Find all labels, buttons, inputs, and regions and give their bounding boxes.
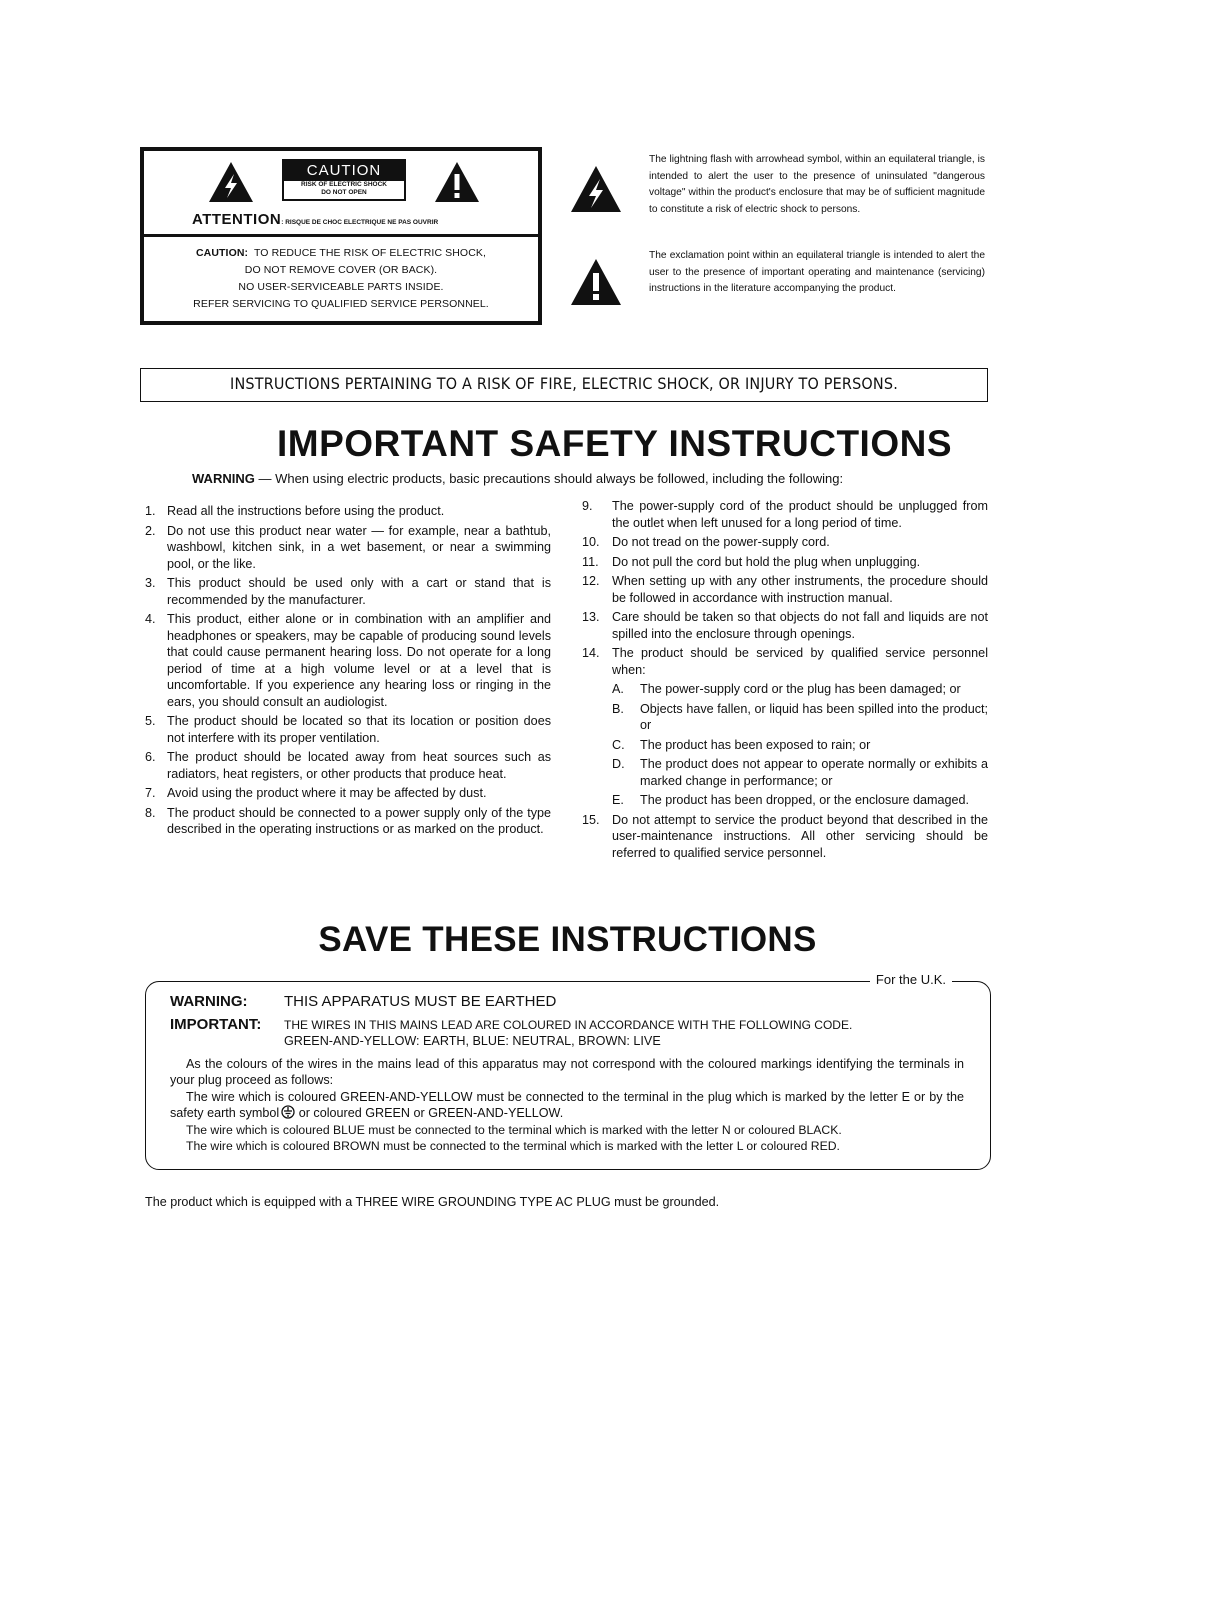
item-text: The product should be located so that its location or position does not interfere with its proper ventilation. <box>167 714 551 745</box>
item-text: The product does not appear to operate normally or exhibits a marked change in performance; or <box>640 757 988 788</box>
list-item <box>145 575 551 608</box>
caution-line-4: REFER SERVICING TO QUALIFIED SERVICE PERSONNEL. <box>193 298 489 310</box>
item-text: The product should be connected to a power supply only of the type described in the operating instructions or as marked on the product. <box>167 805 551 836</box>
do-not-open-text: DO NOT OPEN <box>321 189 367 196</box>
item-text: The product has been exposed to rain; or <box>640 737 871 752</box>
list-item <box>145 611 551 710</box>
uk-label: For the U.K. <box>870 972 952 987</box>
item-text: Avoid using the product where it may be affected by dust. <box>167 786 487 800</box>
exclamation-symbol-description: The exclamation point within an equilateral triangle is intended to alert the user to the presence of important operating and maintenance (servicing) instructions in the literature accompanying the product. <box>649 250 985 294</box>
uk-warning-key: WARNING: <box>170 993 248 1010</box>
item-text: Do not attempt to service the product beyond that described in the user-maintenance instructions. All other servicing should be referred to qualified service personnel. <box>612 812 988 860</box>
item-number: 12. <box>582 574 600 588</box>
attention-line <box>192 211 438 229</box>
list-item <box>612 756 988 789</box>
item-number: 5. <box>145 714 156 728</box>
list-item <box>145 749 551 782</box>
uk-important-line-1: THE WIRES IN THIS MAINS LEAD ARE COLOURED IN ACCORDANCE WITH THE FOLLOWING CODE. <box>284 1017 853 1032</box>
attention-word: ATTENTION <box>192 211 282 228</box>
list-item <box>582 573 988 606</box>
list-item <box>145 503 551 520</box>
item-text: This product, either alone or in combination with an amplifier and headphones or speakers, may be capable of producing sound levels that could cause permanent hearing loss. Do not operate for a long period of time at a high volume level or at a level that is uncomfortable. If you experience any hearing loss or ringing in the ears, you should consult an audiologist. <box>167 612 551 709</box>
uk-paragraph-2 <box>170 1089 964 1122</box>
lightning-symbol-icon <box>570 165 622 213</box>
item-text: The power-supply cord of the product should be unplugged from the outlet when left unused for a long period of time. <box>612 499 988 530</box>
lightning-warning-icon <box>208 161 254 203</box>
uk-paragraph-1: As the colours of the wires in the mains lead of this apparatus may not correspond with the coloured markings identifying the terminals in your plug proceed as follows: <box>170 1056 964 1087</box>
caution-label-top <box>144 151 538 237</box>
caution-line-2: DO NOT REMOVE COVER (OR BACK). <box>244 264 438 276</box>
list-item <box>582 498 988 531</box>
list-item <box>145 523 551 573</box>
item-letter: E. <box>612 793 624 807</box>
list-item <box>582 645 988 809</box>
item-number: 15. <box>582 812 600 827</box>
item-letter: B. <box>612 701 624 716</box>
caution-word: CAUTION <box>284 161 404 181</box>
item-text: Do not tread on the power-supply cord. <box>612 535 830 549</box>
instructions-right-column <box>582 498 988 864</box>
caution-line-3: NO USER-SERVICEABLE PARTS INSIDE. <box>238 281 444 293</box>
item-text: Do not use this product near water — for example, near a bathtub, washbowl, kitchen sink, in a wet basement, or near a swimming pool, or the like. <box>167 523 551 571</box>
page-title: IMPORTANT SAFETY INSTRUCTIONS <box>276 423 953 464</box>
item-number: 1. <box>145 504 156 518</box>
lightning-symbol-description: The lightning flash with arrowhead symbol, within an equilateral triangle, is intended to alert the user to the presence of uninsulated "dangerous voltage" within the product's enclosure that may be of sufficient magnitude to constitute a risk of electric shock to persons. <box>649 154 985 215</box>
risk-banner-text: INSTRUCTIONS PERTAINING TO A RISK OF FIRE, ELECTRIC SHOCK, OR INJURY TO PERSONS. <box>230 374 898 393</box>
list-item <box>582 812 988 862</box>
instructions-left-column <box>145 503 551 841</box>
item-letter: A. <box>612 682 624 696</box>
uk-important-row <box>170 1017 964 1034</box>
uk-warning-text: THIS APPARATUS MUST BE EARTHED <box>284 993 557 1010</box>
service-conditions-list <box>612 681 988 809</box>
uk-important-line-2: GREEN-AND-YELLOW: EARTH, BLUE: NEUTRAL, BROWN: LIVE <box>284 1034 661 1048</box>
item-number: 8. <box>145 805 156 820</box>
risk-banner <box>140 368 988 402</box>
item-number: 6. <box>145 750 156 764</box>
item-letter: D. <box>612 757 625 771</box>
uk-notice-content <box>170 994 964 1155</box>
uk-paragraph-4: The wire which is coloured BROWN must be connected to the terminal which is marked with the letter L or coloured RED. <box>186 1139 840 1153</box>
caution-sign <box>282 159 406 201</box>
list-item <box>582 609 988 642</box>
list-item <box>582 554 988 571</box>
uk-paragraph-3: The wire which is coloured BLUE must be connected to the terminal which is marked with the letter N or coloured BLACK. <box>186 1122 842 1137</box>
uk-important-key: IMPORTANT: <box>170 1015 262 1033</box>
item-text: The product should be serviced by qualified service personnel when: <box>612 646 988 677</box>
item-text: The power-supply cord or the plug has been damaged; or <box>640 682 961 696</box>
uk-paragraph-2-text-a: The wire which is coloured GREEN-AND-YELLOW must be connected to the terminal in the plug which is marked by the letter E or by the safety earth symbol <box>170 1089 964 1120</box>
item-text: The product should be located away from heat sources such as radiators, heat registers, or other products that produce heat. <box>167 750 551 781</box>
item-number: 14. <box>582 646 600 660</box>
list-item <box>145 713 551 746</box>
list-item <box>612 792 988 809</box>
item-text: When setting up with any other instruments, the procedure should be followed in accordance with instruction manual. <box>612 574 988 605</box>
save-instructions-title: SAVE THESE INSTRUCTIONS <box>318 920 817 959</box>
caution-line-1: TO REDUCE THE RISK OF ELECTRIC SHOCK, <box>253 247 486 259</box>
item-number: 10. <box>582 535 600 549</box>
exclamation-warning-icon <box>434 161 480 203</box>
attention-french-text: : RISQUE DE CHOC ELECTRIQUE NE PAS OUVRIR <box>281 219 439 226</box>
warning-text: — When using electric products, basic precautions should always be followed, including the following: <box>254 471 844 486</box>
item-number: 7. <box>145 786 156 800</box>
item-text: Read all the instructions before using the product. <box>167 504 445 518</box>
exclamation-symbol-icon <box>570 258 622 306</box>
item-number: 11. <box>582 554 599 569</box>
item-number: 4. <box>145 612 156 626</box>
caution-label-box <box>140 147 542 325</box>
warning-line <box>192 471 843 486</box>
item-text: Do not pull the cord but hold the plug when unplugging. <box>612 554 921 569</box>
grounding-note: The product which is equipped with a THREE WIRE GROUNDING TYPE AC PLUG must be grounded. <box>145 1195 720 1209</box>
list-item <box>582 534 988 551</box>
item-text: This product should be used only with a cart or stand that is recommended by the manufacturer. <box>167 576 551 607</box>
item-number: 13. <box>582 610 600 624</box>
list-item <box>145 805 551 838</box>
item-text: Objects have fallen, or liquid has been spilled into the product; or <box>640 701 988 732</box>
uk-paragraph-2-text-b: or coloured GREEN or GREEN-AND-YELLOW. <box>295 1106 564 1120</box>
item-number: 2. <box>145 523 156 538</box>
list-item <box>612 701 988 734</box>
item-letter: C. <box>612 737 625 752</box>
list-item <box>145 785 551 802</box>
caution-lead: CAUTION: <box>195 247 249 259</box>
uk-notice-box <box>145 972 991 1170</box>
caution-instructions <box>144 237 538 321</box>
warning-lead: WARNING <box>192 471 255 486</box>
item-text: Care should be taken so that objects do not fall and liquids are not spilled into the enclosure through openings. <box>612 610 988 641</box>
item-number: 3. <box>145 576 156 590</box>
list-item <box>612 681 988 698</box>
risk-of-shock-text: RISK OF ELECTRIC SHOCK <box>301 181 387 188</box>
item-number: 9. <box>582 499 593 513</box>
earth-symbol-icon <box>281 1105 295 1119</box>
item-text: The product has been dropped, or the enclosure damaged. <box>640 793 970 807</box>
list-item <box>612 737 988 754</box>
uk-warning-row <box>170 994 964 1011</box>
